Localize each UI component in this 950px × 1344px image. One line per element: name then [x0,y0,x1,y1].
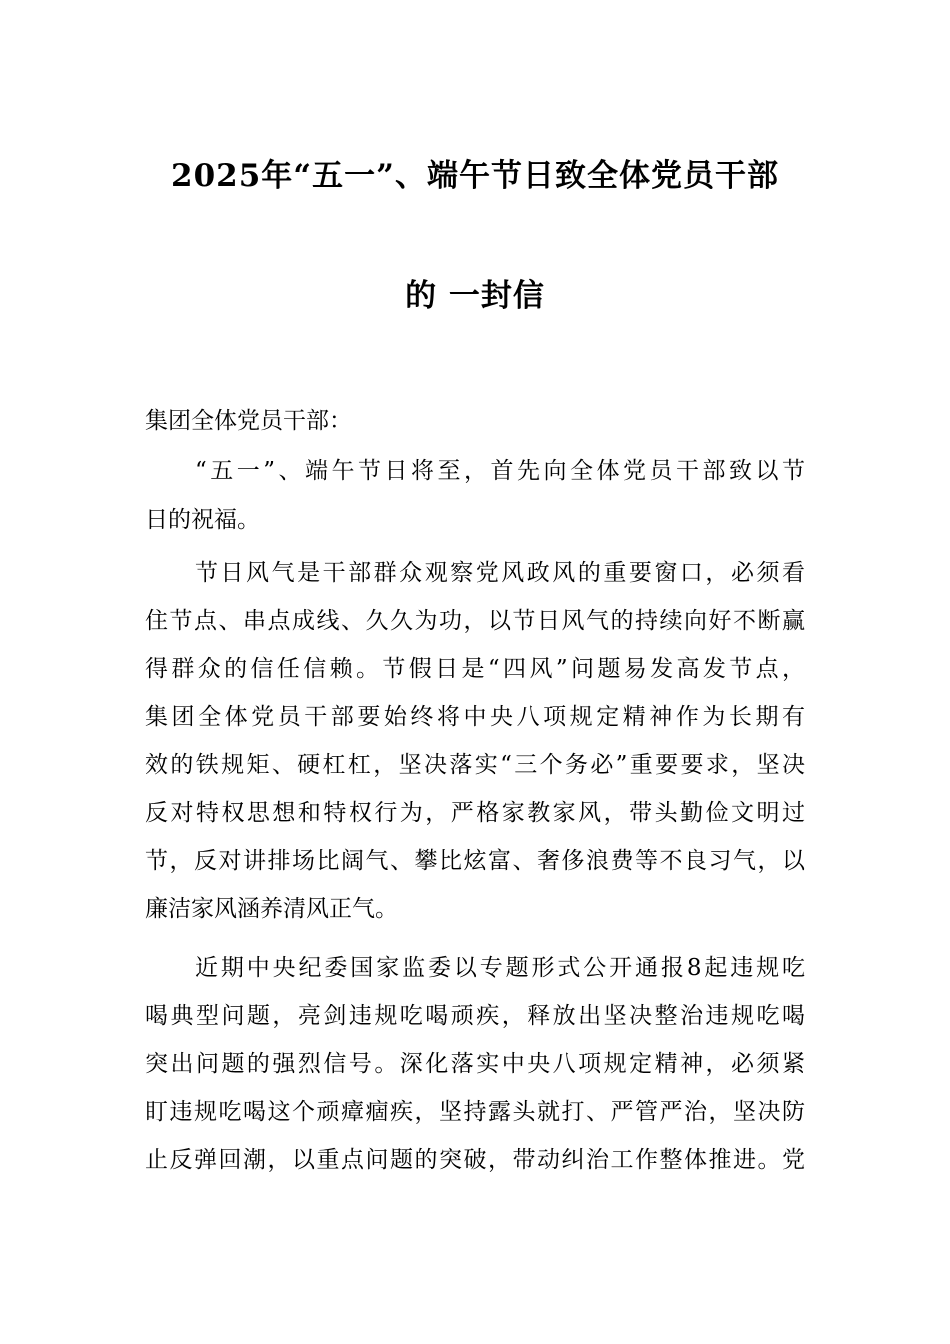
text-line: 效的铁规矩、硬杠杠，坚决落实“三个务必”重要要求，坚决 [145,752,805,778]
text-line: “五一”、端午节日将至，首先向全体党员干部致以节 [195,458,805,484]
text-line: 廉洁家风涵养清风正气。 [145,896,398,922]
text-line: 突出问题的强烈信号。深化落实中央八项规定精神，必须紧 [145,1051,805,1077]
document-title-line-2: 的 一封信 [405,278,545,314]
salutation: 集团全体党员干部： [145,408,352,434]
text-line: 日的祝福。 [145,507,260,533]
document-title-line-1: 2025年“五一”、端午节日致全体党员干部 [171,158,779,194]
text-line: 盯违规吃喝这个顽瘴痼疾，坚持露头就打、严管严治，坚决防 [145,1099,805,1125]
text-line: 喝典型问题，亮剑违规吃喝顽疾，释放出坚决整治违规吃喝 [145,1003,805,1029]
text-line: 节，反对讲排场比阔气、攀比炫富、奢侈浪费等不良习气，以 [145,848,805,874]
text-line: 止反弹回潮，以重点问题的突破，带动纠治工作整体推进。党 [145,1147,805,1173]
text-line: 集团全体党员干部要始终将中央八项规定精神作为长期有 [145,704,805,730]
text-line: 住节点、串点成线、久久为功，以节日风气的持续向好不断赢 [145,608,805,634]
text-line: 近期中央纪委国家监委以专题形式公开通报8起违规吃 [195,955,805,981]
text-line: 得群众的信任信赖。节假日是“四风”问题易发高发节点， [145,656,805,682]
text-line: 节日风气是干部群众观察党风政风的重要窗口，必须看 [195,560,805,586]
text-line: 反对特权思想和特权行为，严格家教家风，带头勤俭文明过 [145,800,805,826]
